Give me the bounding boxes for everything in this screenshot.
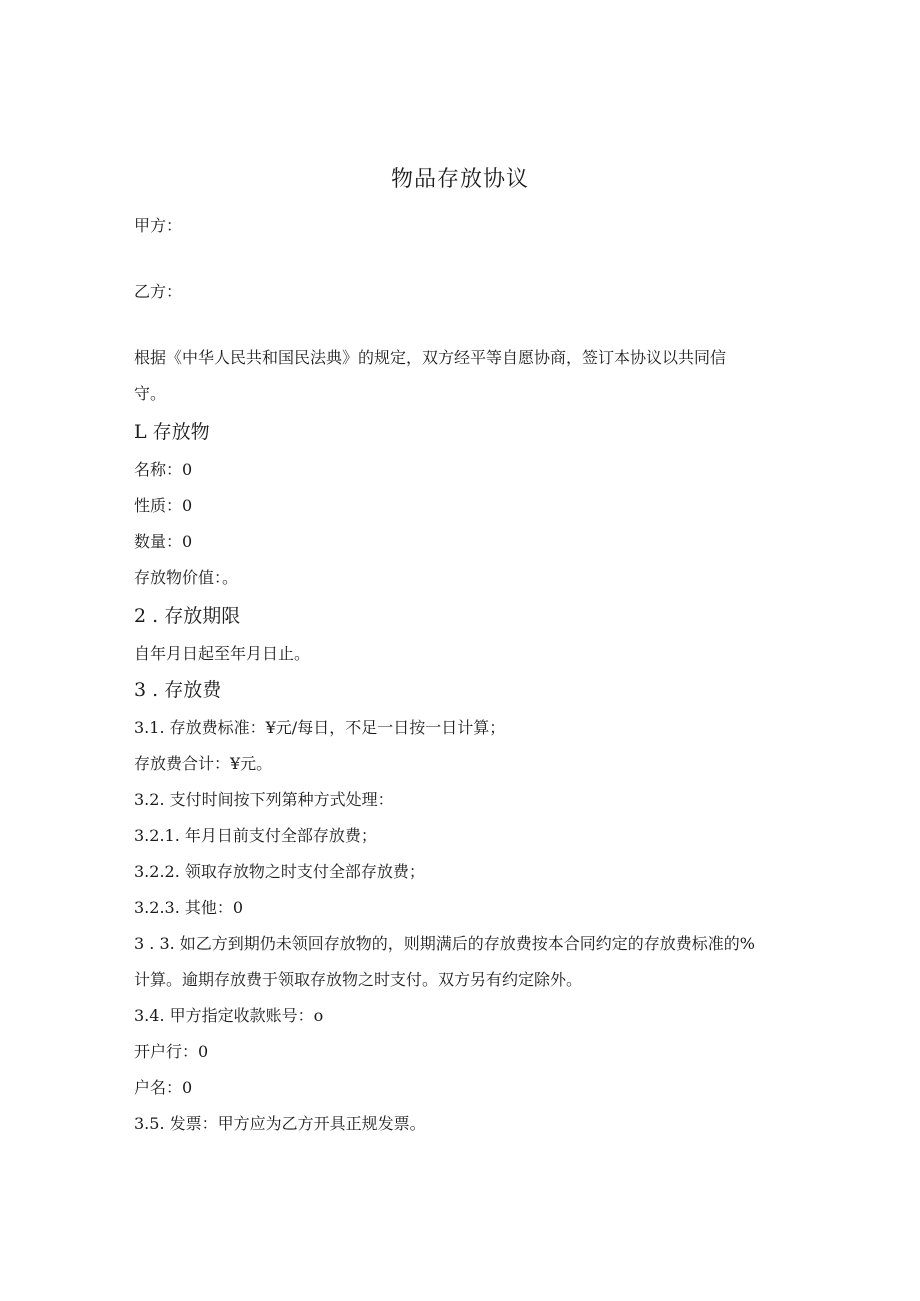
section-2-heading: 2 . 存放期限 — [134, 605, 241, 627]
clause-3-1: 3.1. 存放费标准：¥元/每日，不足一日按一日计算； — [134, 718, 506, 737]
clause-3-5: 3.5. 发票：甲方应为乙方开具正规发票。 — [134, 1114, 426, 1133]
bank-name: 开户行：0 — [134, 1042, 209, 1061]
clause-3-2-2: 3.2.2. 领取存放物之时支付全部存放费； — [134, 862, 425, 881]
clause-3-4: 3.4. 甲方指定收款账号：o — [134, 1006, 324, 1025]
section-1-heading: L 存放物 — [134, 421, 210, 443]
section-3-heading: 3 . 存放费 — [134, 679, 222, 701]
preamble-line-1: 根据《中华人民共和国民法典》的规定，双方经平等自愿协商，签订本协议以共同信 — [134, 348, 727, 367]
storage-item-name: 名称：0 — [134, 460, 193, 479]
clause-3-2-1: 3.2.1. 年月日前支付全部存放费； — [134, 826, 377, 845]
clause-3-2: 3.2. 支付时间按下列第种方式处理： — [134, 790, 394, 809]
storage-item-value: 存放物价值：。 — [134, 568, 239, 587]
party-b-label: 乙方： — [134, 282, 183, 301]
account-name: 户名：0 — [134, 1078, 193, 1097]
clause-3-3-line-2: 计算。逾期存放费于领取存放物之时支付。双方另有约定除外。 — [134, 970, 583, 989]
storage-item-quantity: 数量：0 — [134, 532, 193, 551]
storage-fee-total: 存放费合计：¥元。 — [134, 754, 273, 773]
clause-3-3-line-1: 3 . 3. 如乙方到期仍未领回存放物的，则期满后的存放费按本合同约定的存放费标准的% — [134, 934, 755, 953]
storage-period: 自年月日起至年月日止。 — [134, 644, 311, 663]
party-a-label: 甲方： — [134, 216, 183, 235]
document-title: 物品存放协议 — [390, 167, 529, 192]
storage-item-nature: 性质：0 — [134, 496, 193, 515]
preamble-line-2: 守。 — [134, 384, 167, 403]
clause-3-2-3: 3.2.3. 其他：0 — [134, 898, 244, 917]
